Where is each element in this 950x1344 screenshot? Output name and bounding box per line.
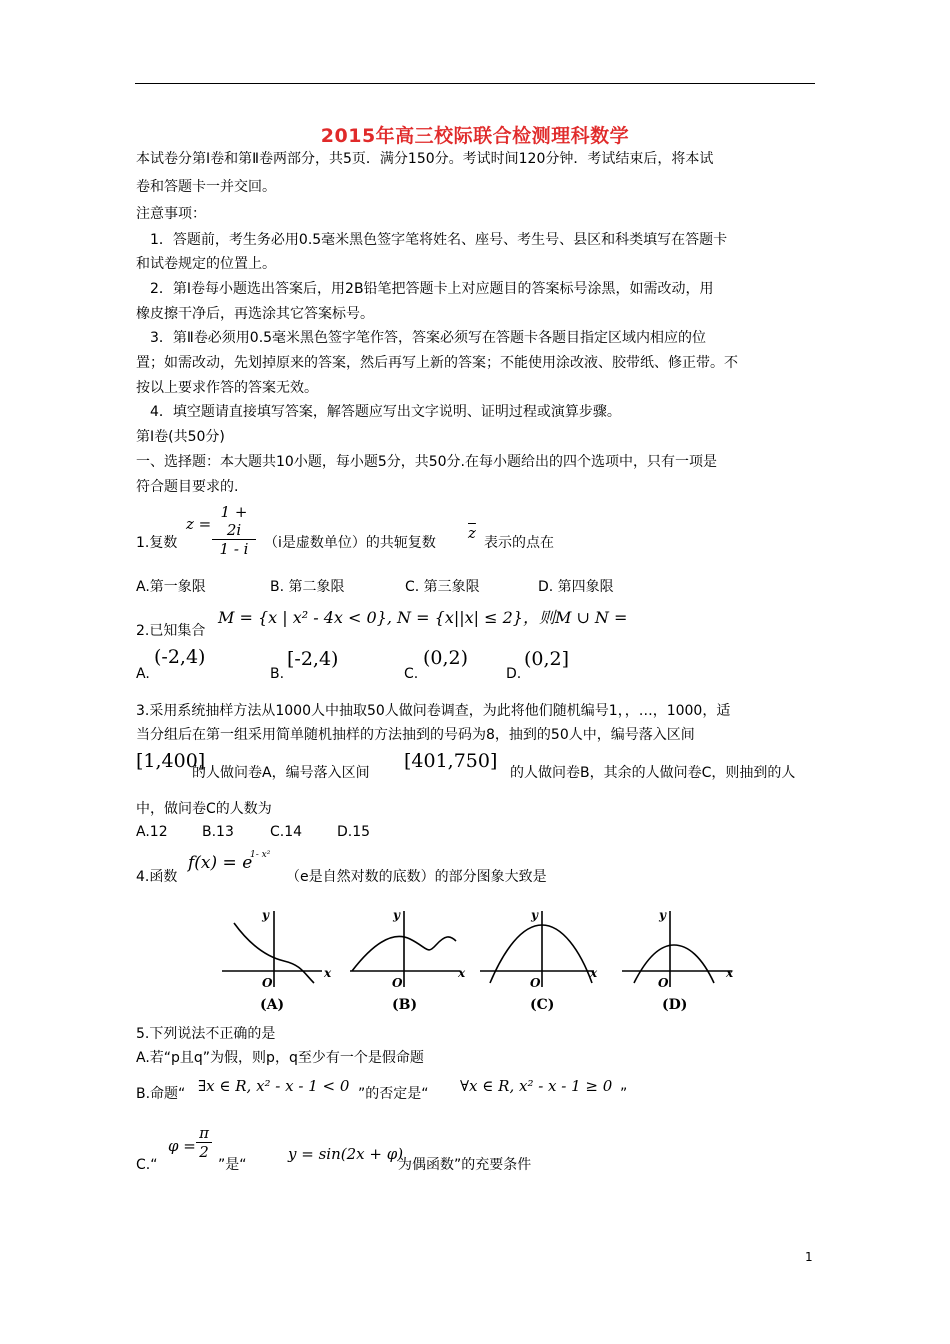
note-3a: 3．第Ⅱ卷必须用0.5毫米黑色签字笔作答，答案必须写在答题卡各题目指定区域内相应的位 <box>150 330 707 346</box>
q1-option-a: A.第一象限 <box>136 579 206 595</box>
note-2b: 橡皮擦干净后，再选涂其它答案标号。 <box>136 306 374 322</box>
q5-c-prefix: C.“ <box>136 1157 158 1173</box>
graph-b-y-label: y <box>393 908 400 922</box>
q3-interval-2: [401,750] <box>404 750 498 772</box>
q1-conj: $\overline{z}$ <box>468 524 476 542</box>
q1-fraction <box>212 503 256 558</box>
q3-mid-2: 的人做问卷B，其余的人做问卷C，则抽到的人 <box>510 765 796 781</box>
q4-prefix: 4.函数 <box>136 869 178 885</box>
graph-a-caption: (A) <box>260 997 285 1013</box>
note-3b: 置；如需改动，先划掉原来的答案，然后再写上新的答案；不能使用涂改液、胶带纸、修正带。不 <box>136 355 738 371</box>
q3-option-a: A.12 <box>136 824 168 840</box>
q5-b-prefix: B.命题“ <box>136 1086 186 1102</box>
q5-b-formula-1: ∃x ∈ R, x² - x - 1 < 0 <box>198 1077 350 1095</box>
graph-d-curve <box>634 945 714 983</box>
intro-line-2: 卷和答题卡一并交回。 <box>136 179 276 195</box>
note-1a: 1．答题前，考生务必用0.5毫米黑色签字笔将姓名、座号、考生号、县区和科类填写在答题卡 <box>150 232 728 248</box>
graph-b-caption: (B) <box>392 997 418 1013</box>
page-number: 1 <box>805 1250 813 1264</box>
q1-suffix: （i是虚数单位）的共轭复数 <box>264 535 436 551</box>
q1-option-c: C. 第三象限 <box>405 579 480 595</box>
q2-option-d: (0,2] <box>524 648 570 670</box>
q5-b-end: ” <box>620 1086 628 1102</box>
intro-line-1: 本试卷分第Ⅰ卷和第Ⅱ卷两部分，共5页．满分150分。考试时间120分钟．考试结束后，将本试 <box>136 151 714 167</box>
graph-c-curve <box>490 925 592 983</box>
q1-tail: 表示的点在 <box>484 535 554 551</box>
q4-suffix: （e是自然对数的底数）的部分图象大致是 <box>286 869 547 885</box>
q5-c-phi: φ = <box>168 1137 196 1155</box>
q5-c-mid: ”是“ <box>218 1157 247 1173</box>
graph-d-y-label: y <box>659 908 666 922</box>
q2-prefix: 2.已知集合 <box>136 623 206 639</box>
section-intro-2: 符合题目要求的. <box>136 479 239 495</box>
q1-denominator: 1 - i <box>212 539 256 558</box>
section-intro-1: 一、选择题：本大题共10小题，每小题5分，共50分.在每小题给出的四个选项中，只有一项是 <box>136 454 717 470</box>
q1-numerator: 1 + 2i <box>220 503 248 539</box>
graph-c-caption: (C) <box>530 997 555 1013</box>
graph-b <box>350 911 460 987</box>
q5-c-formula: y = sin(2x + φ) <box>288 1145 404 1163</box>
graph-d-caption: (D) <box>662 997 688 1013</box>
q2-option-d-letter: D. <box>506 666 522 682</box>
q3-option-c: C.14 <box>270 824 303 840</box>
q3-line-2: 当分组后在第一组采用简单随机抽样的方法抽到的号码为8，抽到的50人中，编号落入区间 <box>136 727 695 743</box>
graph-c-x-label: x <box>590 966 598 980</box>
q5-c-denominator: 2 <box>196 1142 212 1161</box>
graph-a-origin: O <box>262 976 273 990</box>
q2-formula: M = {x | x² - 4x < 0}, N = {x||x| ≤ 2}，则M ∪ N = <box>218 608 628 627</box>
graph-a-x-label: x <box>324 966 332 980</box>
q3-option-d: D.15 <box>337 824 371 840</box>
q5-option-a: A.若“p且q”为假，则p，q至少有一个是假命题 <box>136 1050 424 1066</box>
q3-mid-1: 的人做问卷A，编号落入区间 <box>192 765 370 781</box>
q5-b-mid: ”的否定是“ <box>358 1086 429 1102</box>
graph-b-origin: O <box>392 976 403 990</box>
q1-lhs: z = <box>186 515 212 533</box>
graph-d-x-label: x <box>726 966 734 980</box>
graph-d-origin: O <box>658 976 669 990</box>
graph-a-y-label: y <box>262 908 269 922</box>
part1-heading: 第Ⅰ卷(共50分) <box>136 429 225 445</box>
graph-d <box>622 911 732 987</box>
q2-option-a-letter: A. <box>136 666 150 682</box>
graph-c-origin: O <box>530 976 541 990</box>
q1-option-d: D. 第四象限 <box>538 579 614 595</box>
q2-option-a: (-2,4) <box>154 646 206 668</box>
q1-prefix: 1.复数 <box>136 535 178 551</box>
q1-option-b: B. 第二象限 <box>270 579 345 595</box>
q5-c-end: 为偶函数”的充要条件 <box>398 1157 532 1173</box>
graph-b-x-label: x <box>458 966 466 980</box>
header-rule <box>135 83 815 84</box>
note-4: 4．填空题请直接填写答案，解答题应写出文字说明、证明过程或演算步骤。 <box>150 404 621 420</box>
q3-last: 中，做问卷C的人数为 <box>136 801 272 817</box>
graph-c-y-label: y <box>531 908 538 922</box>
q3-option-b: B.13 <box>202 824 234 840</box>
q5-c-fraction <box>196 1124 212 1161</box>
q4-formula: f(x) = e <box>188 853 253 873</box>
q2-option-b-letter: B. <box>270 666 285 682</box>
q2-option-c: (0,2) <box>423 647 469 669</box>
page-title: 2015年高三校际联合检测理科数学 <box>320 125 630 147</box>
q4-exponent: 1- x² <box>250 850 271 860</box>
note-1b: 和试卷规定的位置上。 <box>136 256 276 272</box>
q5-c-numerator: π <box>199 1124 209 1142</box>
q2-option-c-letter: C. <box>404 666 419 682</box>
q3-line-1: 3.采用系统抽样方法从1000人中抽取50人做问卷调查，为此将他们随机编号1，，…，1000，适 <box>136 703 731 719</box>
q5-b-formula-2: ∀x ∈ R, x² - x - 1 ≥ 0 <box>460 1077 613 1095</box>
q3-interval-1: [1,400] <box>136 750 206 772</box>
q5-stem: 5.下列说法不正确的是 <box>136 1026 276 1042</box>
q4-graphs <box>222 905 734 1015</box>
note-3c: 按以上要求作答的答案无效。 <box>136 380 318 396</box>
notes-heading: 注意事项： <box>136 206 206 222</box>
note-2a: 2．第Ⅰ卷每小题选出答案后，用2B铅笔把答题卡上对应题目的答案标号涂黑，如需改动，用 <box>150 281 714 297</box>
q2-option-b: [-2,4) <box>287 648 339 670</box>
